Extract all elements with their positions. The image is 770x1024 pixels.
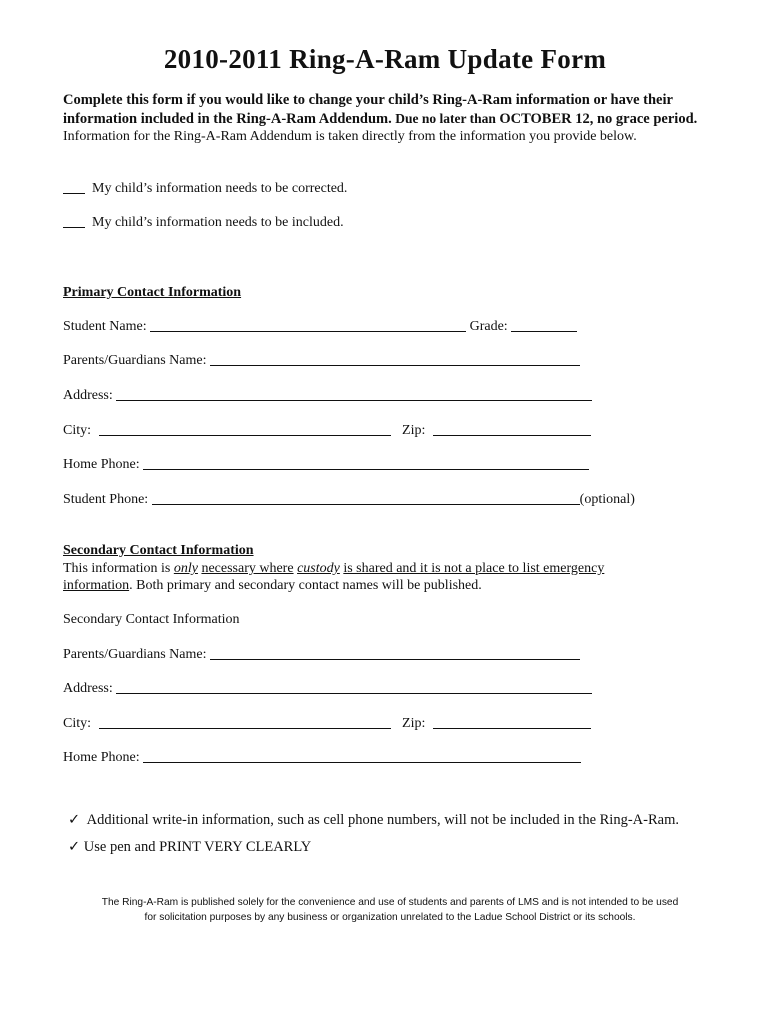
student-name-row [63, 319, 577, 335]
secondary-note-custody: custody [297, 561, 340, 576]
secondary-city-label: City: [63, 716, 92, 731]
secondary-note-text-2: necessary where [201, 561, 294, 576]
secondary-city-zip-row [63, 716, 591, 732]
secondary-address-field[interactable] [116, 692, 592, 694]
secondary-parents-row [63, 647, 580, 663]
note-print-clearly-text: Use pen and PRINT VERY CLEARLY [83, 839, 312, 855]
student-phone-label: Student Phone: [63, 492, 149, 507]
secondary-note-only: only [173, 561, 198, 576]
note-print-clearly [68, 839, 311, 856]
secondary-home-phone-field[interactable] [143, 761, 581, 763]
parents-label: Parents/Guardians Name: [63, 353, 207, 368]
secondary-note-text-3: is shared and it is not a place to list emergency [343, 561, 605, 576]
optional-label: (optional) [579, 492, 635, 507]
secondary-address-row [63, 681, 592, 697]
footer-line-1: The Ring-A-Ram is published solely for the convenience and use of students and parents of LMS and is not intended to be used [101, 897, 679, 908]
option-corrected-label: My child’s information needs to be corrected. [92, 181, 348, 196]
address-label: Address: [63, 388, 113, 403]
home-phone-field[interactable] [143, 468, 589, 470]
secondary-address-label: Address: [63, 681, 113, 696]
deadline-date: OCTOBER 12, no grace period. [499, 110, 698, 127]
secondary-zip-label: Zip: [402, 716, 426, 731]
secondary-zip-field[interactable] [433, 727, 591, 729]
city-zip-row [63, 423, 591, 439]
intro-bold-text: Complete this form if you would like to change your child’s Ring-A-Ram information or have their information included in the Ring-A-Ram Addendum. [63, 92, 673, 127]
secondary-note-published: . Both primary and secondary contact names will be published. [129, 578, 482, 593]
student-phone-field[interactable] [152, 503, 580, 505]
home-phone-label: Home Phone: [63, 457, 140, 472]
secondary-home-phone-label: Home Phone: [63, 750, 140, 765]
address-field[interactable] [116, 399, 592, 401]
corrected-checkbox-blank[interactable] [63, 192, 85, 194]
included-checkbox-blank[interactable] [63, 226, 85, 228]
zip-field[interactable] [433, 434, 591, 436]
zip-label: Zip: [402, 423, 426, 438]
note-write-in-text: Additional write-in information, such as cell phone numbers, will not be included in the Ring-A-Ram. [86, 812, 679, 828]
footer-line-2: for solicitation purposes by any business or organization unrelated to the Ladue School District or its schools. [144, 911, 636, 923]
grade-field[interactable] [511, 330, 577, 332]
student-name-field[interactable] [150, 330, 466, 332]
home-phone-row [63, 457, 589, 473]
secondary-city-field[interactable] [99, 727, 391, 729]
secondary-note-line-2 [63, 578, 482, 594]
secondary-home-phone-row [63, 750, 581, 766]
city-field[interactable] [99, 434, 391, 436]
address-row [63, 388, 592, 404]
checkmark-icon: ✓ [68, 812, 81, 828]
parents-row [63, 353, 580, 369]
student-name-label: Student Name: [63, 319, 147, 334]
secondary-heading: Secondary Contact Information [63, 543, 254, 558]
secondary-note-line-1 [63, 561, 604, 577]
grade-label: Grade: [469, 319, 508, 334]
secondary-parents-field[interactable] [210, 658, 580, 660]
secondary-subheading: Secondary Contact Information [63, 612, 240, 627]
option-included [63, 215, 344, 231]
note-write-in [68, 812, 679, 829]
option-included-label: My child’s information needs to be included. [92, 215, 344, 230]
checkmark-icon: ✓ [68, 839, 81, 855]
deadline-text: Due no later than [395, 110, 496, 126]
intro-paragraph [63, 92, 723, 146]
student-phone-row [63, 492, 635, 508]
option-corrected [63, 181, 347, 197]
secondary-note-text: This information is [63, 561, 171, 576]
parents-field[interactable] [210, 364, 580, 366]
secondary-note-information: information [63, 578, 130, 593]
city-label: City: [63, 423, 92, 438]
footer-disclaimer [60, 896, 720, 925]
primary-heading: Primary Contact Information [63, 285, 242, 300]
page-title: 2010-2011 Ring-A-Ram Update Form [163, 44, 607, 74]
intro-rest-text: Information for the Ring-A-Ram Addendum is taken directly from the information you provide below. [63, 129, 637, 144]
secondary-parents-label: Parents/Guardians Name: [63, 647, 207, 662]
